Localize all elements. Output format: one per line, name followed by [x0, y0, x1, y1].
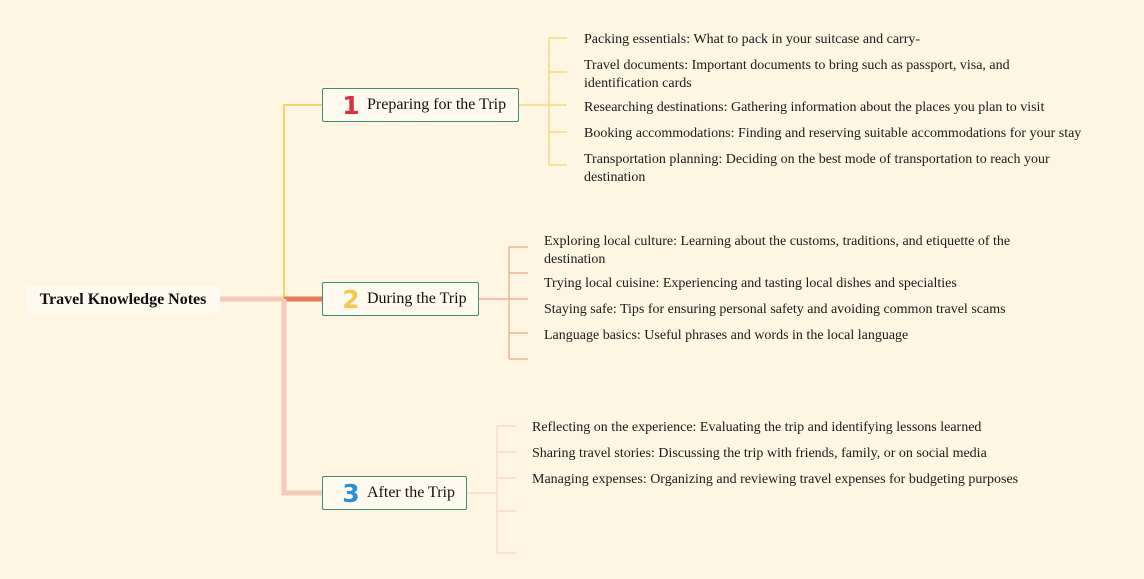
leaf-item[interactable]: Exploring local culture: Learning about the customs, traditions, and etiquette of the destination	[544, 234, 1011, 267]
branch-node-1[interactable]	[322, 88, 519, 122]
leaf-bracket-3	[467, 426, 516, 553]
leaf-item[interactable]: Transportation planning: Deciding on the best mode of transportation to reach your destination	[584, 152, 1050, 185]
branch-1-connector	[284, 105, 322, 299]
leaf-item[interactable]: Sharing travel stories: Discussing the trip with friends, family, or on social media	[532, 446, 987, 461]
root-title: Travel Knowledge Notes	[39, 290, 207, 308]
leaf-item[interactable]: Language basics: Useful phrases and words in the local language	[544, 328, 909, 343]
leaf-item[interactable]: Travel documents: Important documents to bring such as passport, visa, and identification cards	[584, 58, 1010, 91]
leaf-item[interactable]: Managing expenses: Organizing and reviewing travel expenses for budgeting purposes	[532, 472, 1019, 487]
leaf-item[interactable]: Researching destinations: Gathering information about the places you plan to visit	[584, 100, 1045, 115]
leaf-item[interactable]: Booking accommodations: Finding and reserving suitable accommodations for your stay	[584, 126, 1082, 141]
branch-3-connector	[284, 299, 322, 493]
leaf-item[interactable]: Trying local cuisine: Experiencing and tasting local dishes and specialties	[544, 276, 957, 291]
number-2-icon: 2	[342, 284, 360, 314]
branch-title: During the Trip	[367, 290, 467, 307]
number-3-icon: 3	[342, 478, 360, 508]
branch-title: Preparing for the Trip	[367, 96, 507, 113]
number-1-icon: 1	[342, 90, 360, 120]
leaf-item[interactable]: Staying safe: Tips for ensuring personal safety and avoiding common travel scams	[544, 302, 1006, 317]
root-node[interactable]	[26, 286, 220, 313]
branch-title: After the Trip	[367, 484, 455, 501]
leaf-bracket-2	[479, 247, 528, 359]
leaf-item[interactable]: Reflecting on the experience: Evaluating the trip and identifying lessons learned	[532, 420, 982, 435]
leaf-item[interactable]: Packing essentials: What to pack in your suitcase and carry-	[584, 32, 921, 47]
leaf-bracket-1	[519, 38, 567, 165]
branch-node-2[interactable]	[322, 282, 479, 316]
branch-node-3[interactable]	[322, 476, 467, 510]
